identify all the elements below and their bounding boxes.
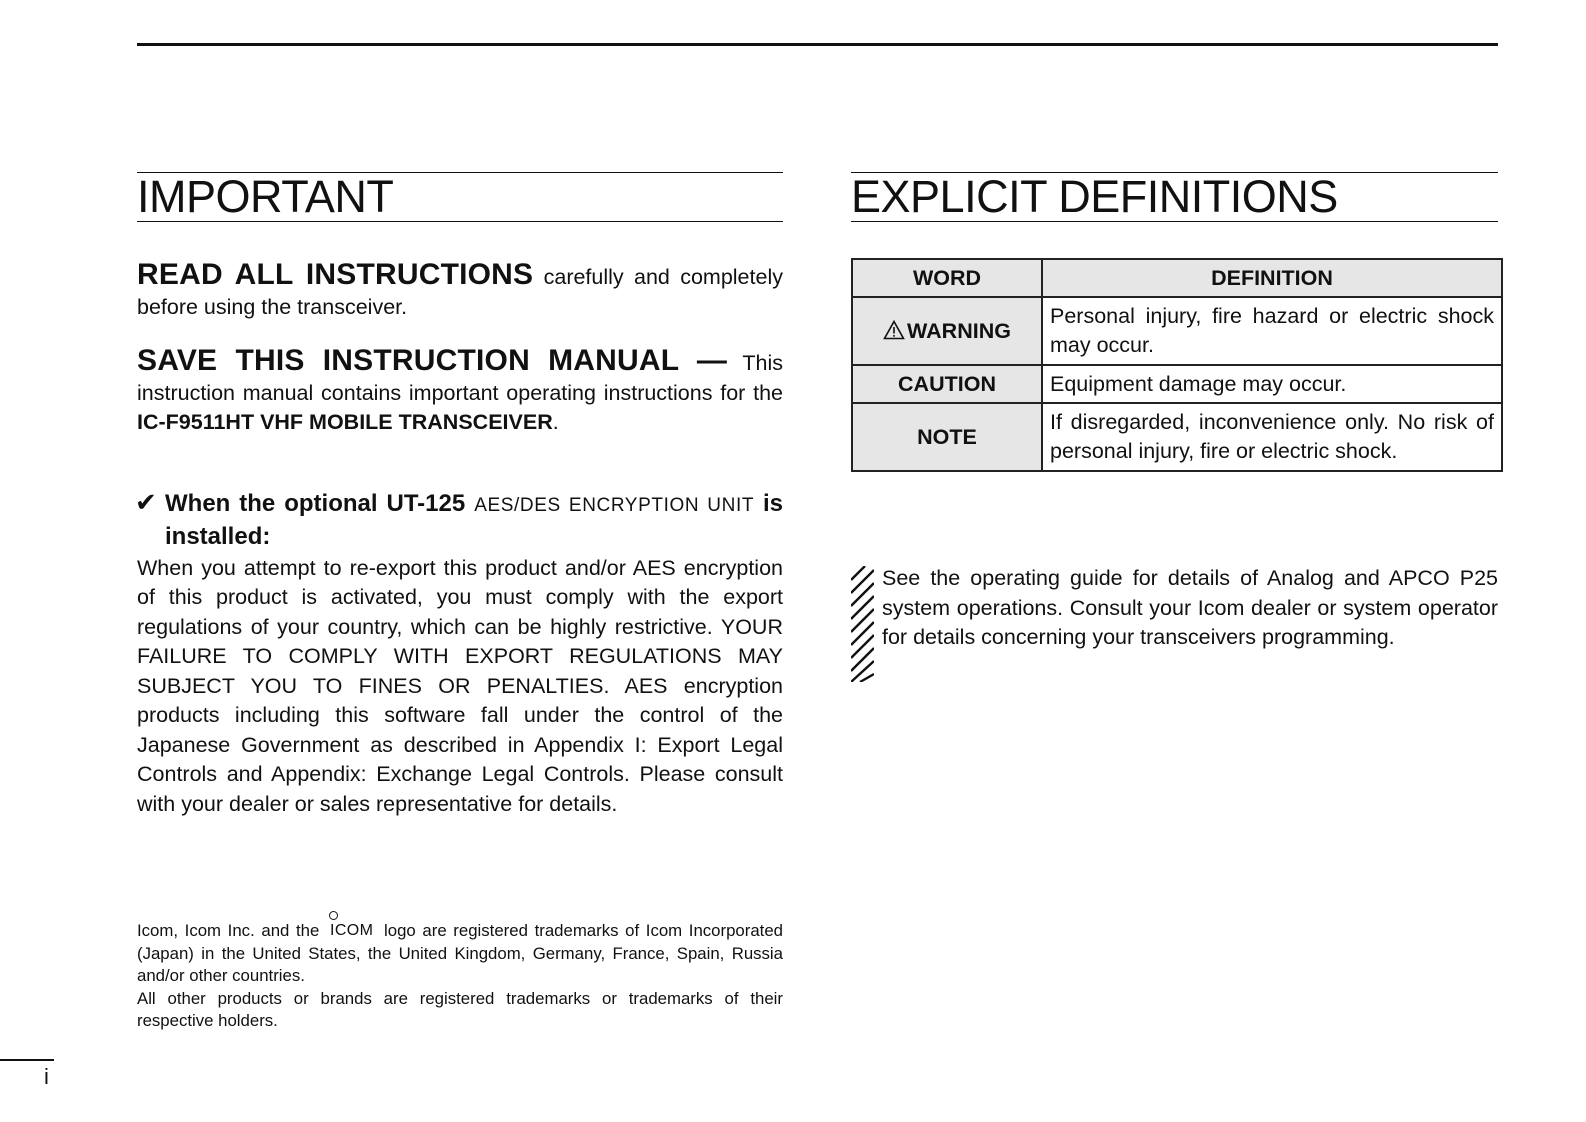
page-number-rule	[0, 1059, 54, 1061]
table-header-row	[852, 259, 1502, 297]
export-regulations-paragraph: When you attempt to re-export this product and/or AES encryption of this product is activated, you must comply with the export regulations of your country, which can be highly restrictive. YOUR FAILURE TO COMPLY WITH EXPORT REGULATIONS MAY SUBJECT YOU TO FINES OR PENALTIES. AES encryption products including this software fall under the control of the Japanese Government as described in Appendix I: Export Legal Controls and Appendix: Exchange Legal Controls. Please consult with your dealer or sales representative for details.	[137, 555, 783, 816]
save-manual-period: .	[552, 410, 559, 434]
warning-triangle-icon	[883, 320, 905, 340]
operating-guide-note	[851, 564, 1498, 653]
encryption-unit-block	[137, 488, 783, 552]
important-column	[137, 172, 783, 819]
word-cell-warning	[852, 297, 1042, 365]
trademark-text-2: All other products or brands are registered trademarks or trademarks of their respective holders.	[137, 988, 783, 1030]
note-hatch-icon	[851, 566, 874, 682]
model-name: IC-F9511HT VHF MOBILE TRANSCEIVER	[137, 410, 553, 434]
save-manual-lead: SAVE THIS INSTRUCTION MANUAL —	[137, 344, 728, 377]
operating-guide-note-text: See the operating guide for details of Analog and APCO P25 system operations. Consult your Icom dealer or system operator for details concerning your transceivers programming.	[882, 566, 1498, 649]
encryption-heading-part3: is installed:	[165, 489, 784, 550]
top-rule	[137, 43, 1498, 46]
important-heading: IMPORTANT	[137, 172, 783, 222]
icom-logo	[326, 920, 377, 943]
column-header-definition: DEFINITION	[1042, 259, 1502, 297]
checkmark-icon: ✔	[135, 486, 157, 517]
definitions-heading: EXPLICIT DEFINITIONS	[851, 172, 1498, 222]
encryption-heading-part2: AES/DES ENCRYPTION UNIT	[474, 494, 755, 516]
definition-warning: Personal injury, fire hazard or electric shock may occur.	[1042, 297, 1502, 365]
trademark-text-a: Icom, Icom Inc. and the	[137, 921, 320, 940]
table-row-note	[852, 403, 1502, 471]
word-caution: CAUTION	[852, 365, 1042, 403]
save-manual-paragraph	[137, 346, 783, 438]
column-header-word: WORD	[852, 259, 1042, 297]
definition-caution: Equipment damage may occur.	[1042, 365, 1502, 403]
logo-dot	[329, 911, 338, 920]
read-instructions-lead: READ ALL INSTRUCTIONS	[137, 258, 534, 291]
icom-logo-text: ICOM	[330, 922, 374, 939]
save-manual-text: This instruction manual contains important operating instructions for the	[137, 351, 783, 405]
table-row-warning	[852, 297, 1502, 365]
trademark-text-b: logo are registered trademarks of Icom Incorporated (Japan) in the United States, the United Kingdom, Germany, France, Spain, Russia and/or other countries.	[137, 921, 784, 985]
table-row-caution	[852, 365, 1502, 403]
encryption-heading-part1: When the optional UT-125	[165, 489, 466, 517]
word-note: NOTE	[852, 403, 1042, 471]
definitions-table	[851, 258, 1503, 472]
page-number: i	[44, 1064, 49, 1089]
read-instructions-text: carefully and completely before using the transceiver.	[137, 265, 783, 319]
definitions-column	[851, 172, 1498, 653]
trademark-notice	[137, 920, 783, 1033]
definition-note: If disregarded, inconvenience only. No risk of personal injury, fire or electric shock.	[1042, 403, 1502, 471]
word-warning: WARNING	[907, 318, 1011, 343]
encryption-unit-heading	[165, 488, 783, 552]
read-instructions-paragraph	[137, 260, 783, 322]
